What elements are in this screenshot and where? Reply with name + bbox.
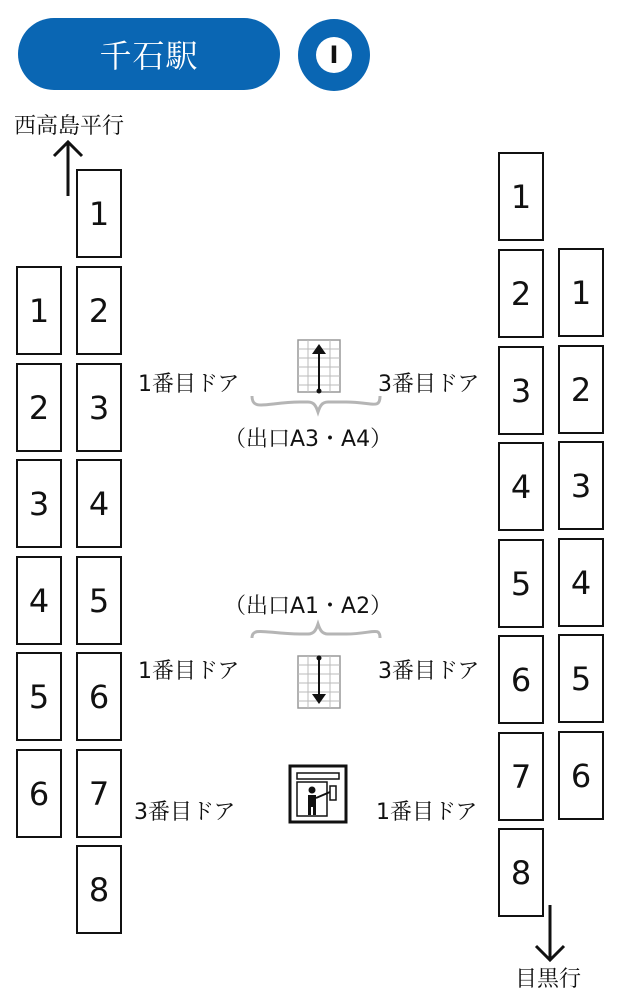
car-right-outer-3: 3 — [558, 441, 604, 530]
car-left-inner-5: 5 — [76, 556, 122, 645]
car-right-outer-2: 2 — [558, 345, 604, 434]
stairs-up-left-door: 1番目ドア — [138, 372, 240, 397]
car-left-outer-1: 1 — [16, 266, 62, 355]
car-right-inner-3: 3 — [498, 346, 544, 435]
elevator-left-door: 3番目ドア — [134, 800, 236, 825]
car-left-inner-6: 6 — [76, 652, 122, 741]
car-left-outer-3: 3 — [16, 459, 62, 548]
car-left-inner-2: 2 — [76, 266, 122, 355]
elevator-right-door: 1番目ドア — [376, 800, 478, 825]
stairs-up-right-door: 3番目ドア — [378, 372, 480, 397]
car-left-inner-1: 1 — [76, 169, 122, 258]
car-right-outer-1: 1 — [558, 248, 604, 337]
car-right-inner-7: 7 — [498, 732, 544, 821]
car-right-outer-5: 5 — [558, 634, 604, 723]
car-left-outer-4: 4 — [16, 556, 62, 645]
car-left-inner-8: 8 — [76, 845, 122, 934]
destination-northbound: 西高島平行 — [14, 114, 125, 139]
car-right-inner-8: 8 — [498, 828, 544, 917]
station-name: 千石駅 — [99, 37, 199, 75]
car-left-inner-4: 4 — [76, 459, 122, 548]
stairs-down-right-door: 3番目ドア — [378, 659, 480, 684]
car-left-outer-6: 6 — [16, 749, 62, 838]
brace-upper — [252, 396, 380, 412]
car-left-outer-2: 2 — [16, 363, 62, 452]
car-right-inner-1: 1 — [498, 152, 544, 241]
stairs-down-left-door: 1番目ドア — [138, 659, 240, 684]
brace-lower — [252, 624, 380, 638]
stairs-up-exit: （出口A3・A4） — [224, 427, 393, 452]
car-left-outer-5: 5 — [16, 652, 62, 741]
car-right-inner-2: 2 — [498, 249, 544, 338]
car-left-inner-7: 7 — [76, 749, 122, 838]
car-right-inner-5: 5 — [498, 539, 544, 628]
car-right-outer-6: 6 — [558, 731, 604, 820]
car-right-outer-4: 4 — [558, 538, 604, 627]
stairs-down-exit: （出口A1・A2） — [224, 594, 393, 619]
car-right-inner-4: 4 — [498, 442, 544, 531]
car-left-inner-3: 3 — [76, 363, 122, 452]
line-code: I — [316, 37, 352, 73]
destination-southbound: 目黒行 — [515, 967, 582, 992]
car-right-inner-6: 6 — [498, 635, 544, 724]
